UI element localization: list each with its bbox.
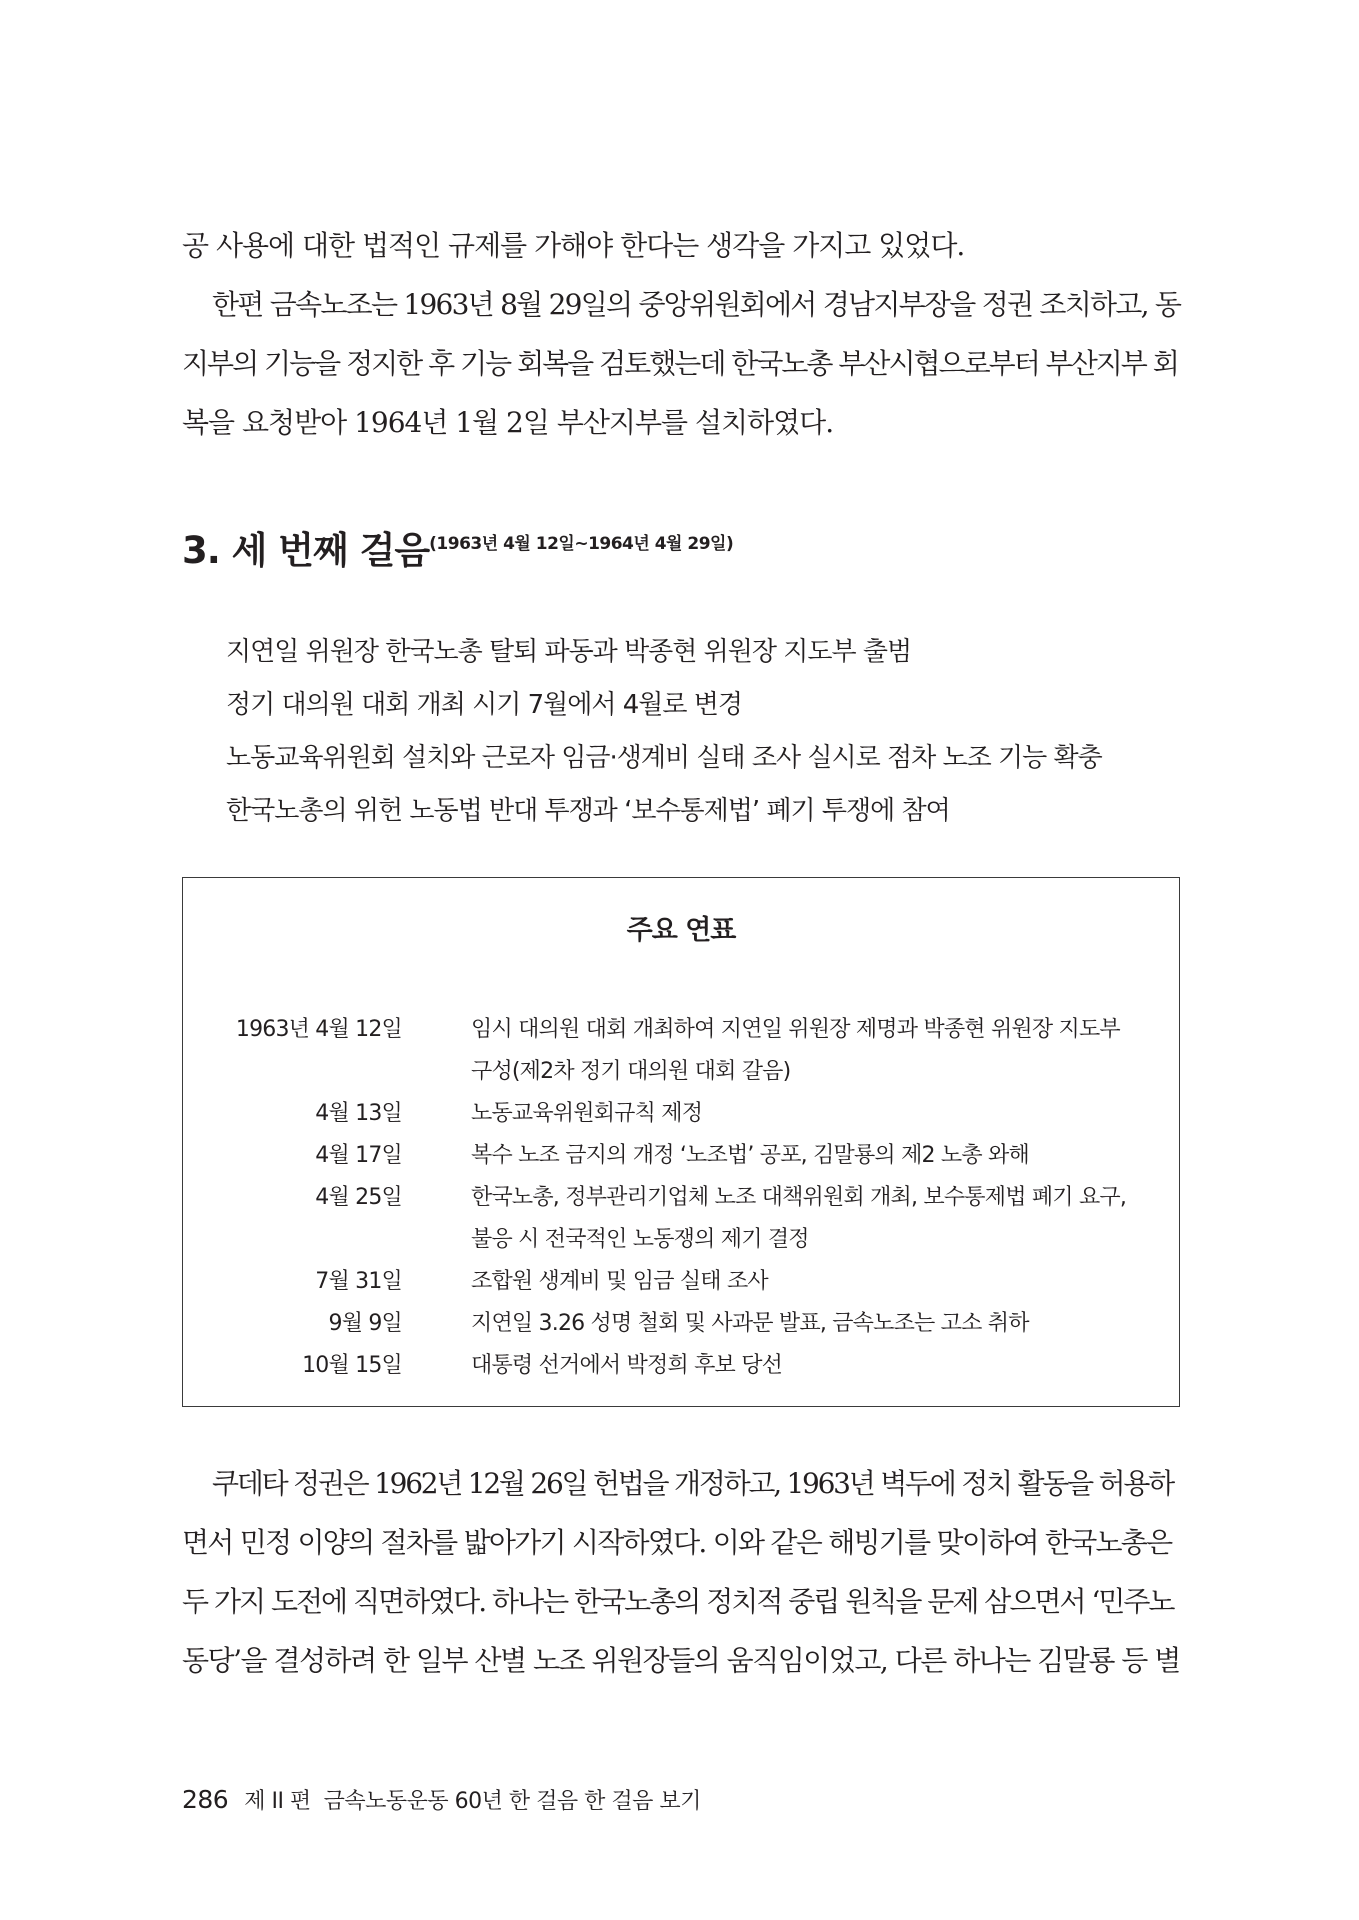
intro-paragraph <box>182 216 1180 452</box>
body-line: 쿠데타 정권은 1962년 12월 26일 헌법을 개정하고, 1963년 벽두에 정치 활동을 허용하 <box>212 1467 1173 1500</box>
summary-item: 노동교육위원회 설치와 근로자 임금·생계비 실태 조사 실시로 점차 노조 기능 확충 <box>226 743 1102 773</box>
body-line: 지부의 기능을 정지한 후 기능 회복을 검토했는데 한국노총 부산시협으로부터 부산지부 회 <box>182 347 1178 380</box>
body-line: 면서 민정 이양의 절차를 밟아가기 시작하였다. 이와 같은 해빙기를 맞이하여 한국노총은 <box>182 1526 1172 1559</box>
timeline-desc <box>471 1135 1151 1177</box>
timeline-date: 7월 31일 <box>315 1269 402 1294</box>
body-line: 두 가지 도전에 직면하였다. 하나는 한국노총의 정치적 중립 원칙을 문제 삼으면서 ‘민주노 <box>182 1585 1174 1618</box>
timeline-date: 4월 13일 <box>315 1101 402 1126</box>
timeline-desc-line: 지연일 3.26 성명 철회 및 사과문 발표, 금속노조는 고소 취하 <box>471 1311 1029 1336</box>
timeline-desc-line: 구성(제2차 정기 대의원 대회 갈음) <box>471 1059 791 1084</box>
timeline-date: 1963년 4월 12일 <box>235 1017 402 1042</box>
body-line: 복을 요청받아 1964년 1월 2일 부산지부를 설치하였다. <box>182 406 834 439</box>
timeline-desc-line: 불응 시 전국적인 노동쟁의 제기 결정 <box>471 1227 809 1252</box>
timeline-desc <box>471 1345 1151 1387</box>
timeline-desc <box>471 1261 1151 1303</box>
timeline-desc <box>471 1177 1151 1261</box>
timeline-date: 10월 15일 <box>302 1353 402 1378</box>
running-title: 제 II 편 금속노동운동 60년 한 걸음 한 걸음 보기 <box>244 1789 701 1814</box>
summary-item: 정기 대의원 대회 개최 시기 7월에서 4월로 변경 <box>226 690 743 720</box>
timeline-desc-line: 대통령 선거에서 박정희 후보 당선 <box>471 1353 783 1378</box>
timeline-desc-line: 한국노총, 정부관리기업체 노조 대책위원회 개최, 보수통제법 폐기 요구, <box>471 1185 1127 1210</box>
body-line: 동당’을 결성하려 한 일부 산별 노조 위원장들의 움직임이었고, 다른 하나는 김말룡 등 별 <box>182 1644 1180 1677</box>
body-line: 공 사용에 대한 법적인 규제를 가해야 한다는 생각을 가지고 있었다. <box>182 229 965 262</box>
page-number: 286 <box>182 1785 229 1814</box>
timeline-date: 4월 17일 <box>315 1143 402 1168</box>
section-period: (1963년 4월 12일~1964년 4월 29일) <box>429 534 734 554</box>
timeline-title: 주요 연표 <box>626 915 736 946</box>
timeline-desc-line: 조합원 생계비 및 임금 실태 조사 <box>471 1269 768 1294</box>
page-footer <box>182 1784 701 1815</box>
body-line: 한편 금속노조는 1963년 8월 29일의 중앙위원회에서 경남지부장을 정권 조치하고, 동 <box>212 288 1181 321</box>
timeline-desc <box>471 1303 1151 1345</box>
timeline-box <box>182 877 1180 1407</box>
timeline-desc-line: 복수 노조 금지의 개정 ‘노조법’ 공포, 김말룡의 제2 노총 와해 <box>471 1143 1029 1168</box>
section-title: 3. 세 번째 걸음 <box>182 529 430 572</box>
timeline-date: 4월 25일 <box>315 1185 402 1210</box>
section-heading <box>182 520 733 574</box>
timeline-desc <box>471 1009 1151 1093</box>
summary-item: 지연일 위원장 한국노총 탈퇴 파동과 박종현 위원장 지도부 출범 <box>226 637 912 667</box>
timeline-date: 9월 9일 <box>328 1311 402 1336</box>
closing-paragraph <box>182 1454 1180 1690</box>
section-summary <box>226 626 1102 838</box>
timeline-desc-line: 임시 대의원 대회 개최하여 지연일 위원장 제명과 박종현 위원장 지도부 <box>471 1017 1120 1042</box>
timeline-desc <box>471 1093 1151 1135</box>
timeline-desc-line: 노동교육위원회규칙 제정 <box>471 1101 703 1126</box>
summary-item: 한국노총의 위헌 노동법 반대 투쟁과 ‘보수통제법’ 폐기 투쟁에 참여 <box>226 796 950 826</box>
